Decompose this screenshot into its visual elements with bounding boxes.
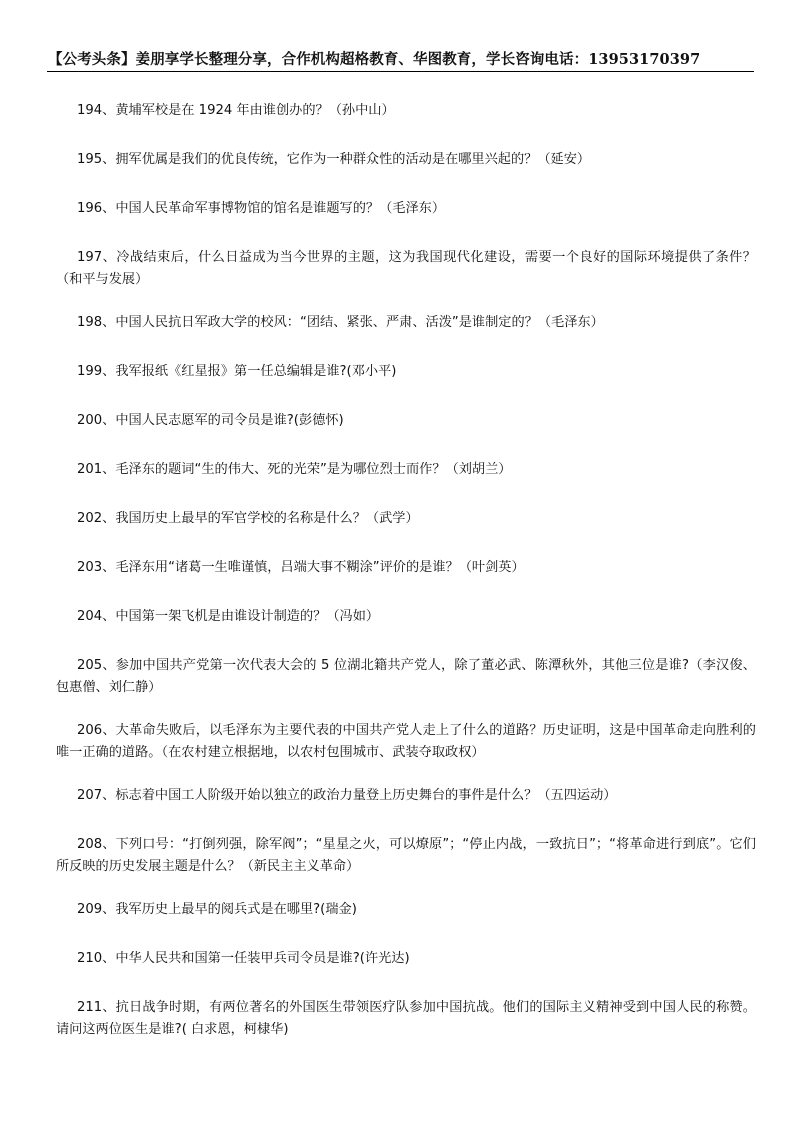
answer: ( 白求恩，柯棣华)	[181, 1022, 289, 1037]
answer: （延安）	[537, 152, 591, 167]
answer: (彭德怀)	[293, 413, 344, 428]
answer: (邓小平)	[346, 364, 397, 379]
qa-item-208	[56, 834, 756, 878]
qa-item-202	[56, 508, 756, 530]
answer: （毛泽东）	[379, 201, 446, 216]
question: 208、下列口号：“打倒列强，除军阀”；“星星之火，可以燎原”；“停止内战，一致抗日”；“将革命进行到底”。它们所反映的历史发展主题是什么？	[56, 837, 756, 874]
qa-item-211	[56, 997, 756, 1041]
question: 198、中国人民抗日军政大学的校风：“团结、紧张、严肃、活泼”是谁制定的？	[77, 315, 538, 330]
answer: (瑞金)	[320, 902, 357, 917]
answer: （武学）	[365, 511, 419, 526]
question: 202、我国历史上最早的军官学校的名称是什么？	[77, 511, 366, 526]
answer: （新民主主义革命）	[240, 859, 360, 874]
qa-item-210	[56, 948, 756, 970]
answer: （毛泽东）	[537, 315, 604, 330]
answer: （在农村建立根据地，以农村包围城市、武装夺取政权）	[161, 745, 485, 760]
question: 201、毛泽东的题词“生的伟大、死的光荣”是为哪位烈士而作？	[77, 462, 446, 477]
qa-item-195	[56, 149, 756, 171]
question: 210、中华人民共和国第一任装甲兵司令员是谁?	[77, 951, 360, 966]
qa-item-199	[56, 361, 756, 383]
answer: （孙中山）	[328, 103, 395, 118]
answer: （刘胡兰）	[445, 462, 512, 477]
question: 206、大革命失败后，以毛泽东为主要代表的中国共产党人走上了什么的道路？历史证明，这是中国革命走向胜利的唯一正确的道路。	[56, 723, 756, 760]
question: 194、黄埔军校是在 1924 年由谁创办的？	[77, 103, 329, 118]
question: 197、冷战结束后，什么日益成为当今世界的主题，这为我国现代化建设，需要一个良好的国际环境提供了条件？	[77, 250, 756, 265]
question: 205、参加中国共产党第一次代表大会的 5 位湖北籍共产党人，除了董必武、陈潭秋外，其他三位是谁?	[77, 658, 690, 673]
answer: （李汉俊、包惠僧、刘仁静）	[56, 658, 756, 695]
question: 195、拥军优属是我们的优良传统，它作为一种群众性的活动是在哪里兴起的？	[77, 152, 538, 167]
answer: (许光达)	[359, 951, 410, 966]
document-header: 【公考头条】姜朋享学长整理分享，合作机构超格教育、华图教育，学长咨询电话：13953170397	[48, 51, 701, 68]
qa-item-207	[56, 785, 756, 807]
question: 209、我军历史上最早的阅兵式是在哪里?	[77, 902, 321, 917]
question: 196、中国人民革命军事博物馆的馆名是谁题写的？	[77, 201, 380, 216]
answer: （冯如）	[326, 609, 380, 624]
qa-item-194	[56, 100, 756, 122]
qa-item-197	[56, 247, 756, 291]
answer: （和平与发展）	[56, 272, 149, 287]
question: 200、中国人民志愿军的司令员是谁?	[77, 413, 294, 428]
qa-item-200	[56, 410, 756, 432]
question: 204、中国第一架飞机是由谁设计制造的？	[77, 609, 327, 624]
question: 207、标志着中国工人阶级开始以独立的政治力量登上历史舞台的事件是什么？	[77, 788, 538, 803]
qa-item-204	[56, 606, 756, 628]
question: 211、抗日战争时期，有两位著名的外国医生带领医疗队参加中国抗战。他们的国际主义精神受到中国人民的称赞。请问这两位医生是谁?	[56, 1000, 756, 1037]
qa-item-201	[56, 459, 756, 481]
answer: （叶剑英）	[458, 560, 525, 575]
qa-item-203	[56, 557, 756, 579]
qa-list	[56, 100, 756, 1062]
qa-item-209	[56, 899, 756, 921]
qa-item-198	[56, 312, 756, 334]
answer: （五四运动）	[537, 788, 617, 803]
qa-item-205	[56, 655, 756, 699]
header-rule	[47, 71, 754, 72]
qa-item-206	[56, 720, 756, 764]
question: 203、毛泽东用“诸葛一生唯谨慎，吕端大事不糊涂”评价的是谁？	[77, 560, 459, 575]
qa-item-196	[56, 198, 756, 220]
question: 199、我军报纸《红星报》第一任总编辑是谁?	[77, 364, 347, 379]
